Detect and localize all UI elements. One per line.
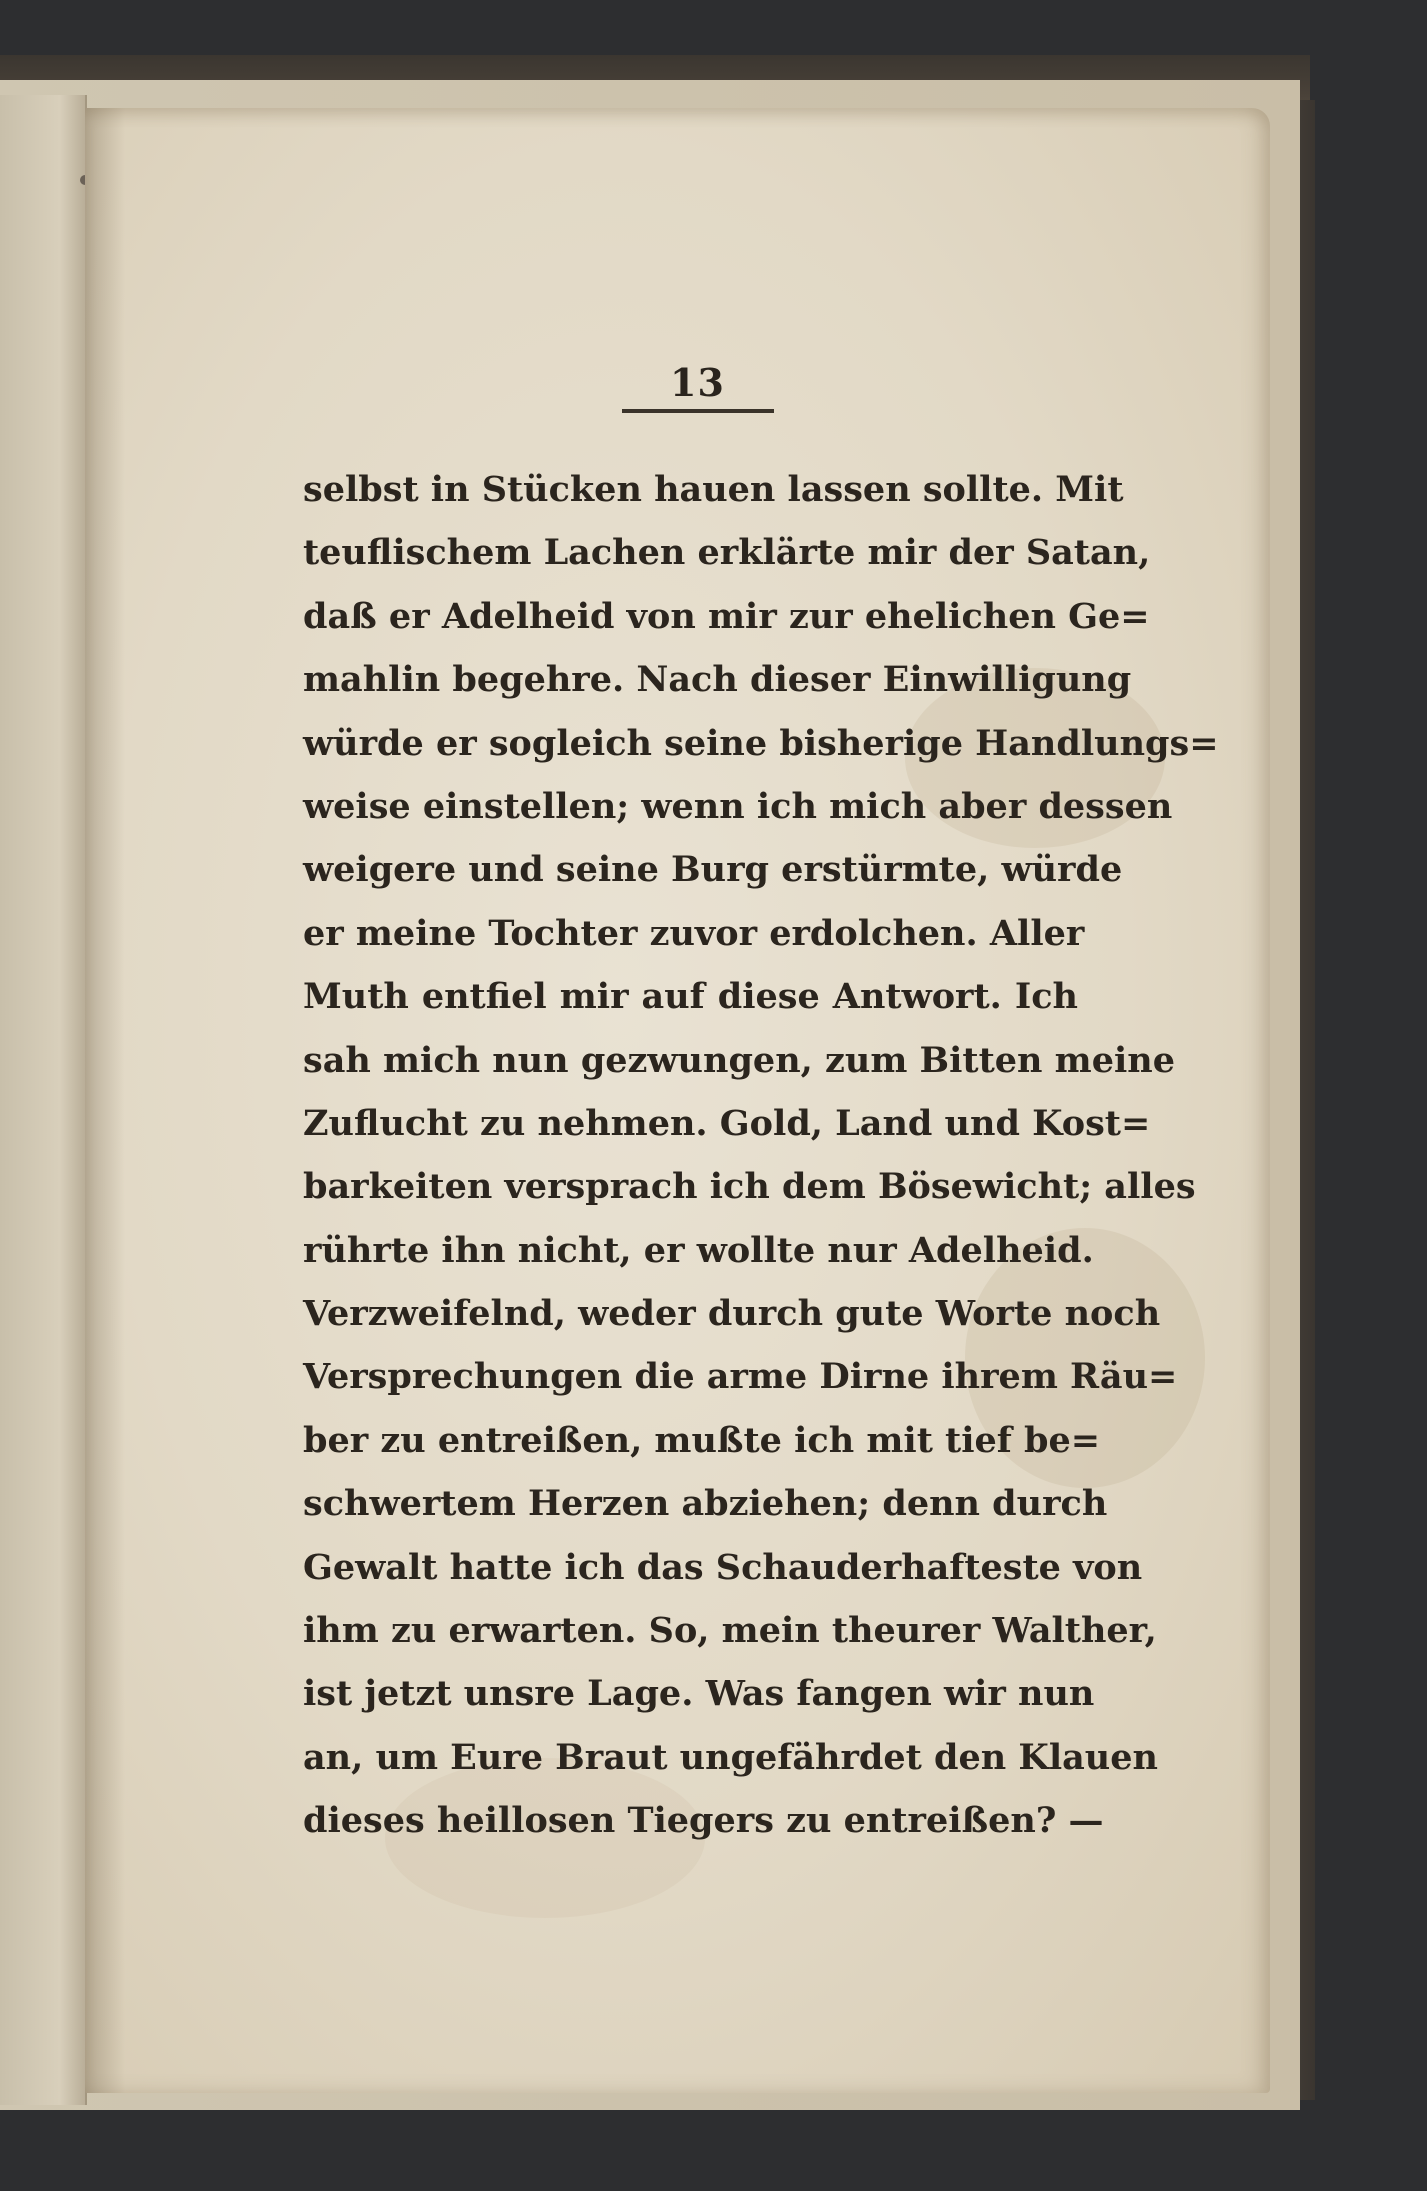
text-line: ber zu entreißen, mußte ich mit tief be= xyxy=(303,1419,1101,1461)
text-line: würde er sogleich seine bisherige Handlungs= xyxy=(303,722,1219,764)
text-line: Zuflucht zu nehmen. Gold, Land und Kost= xyxy=(303,1102,1151,1144)
text-line: ist jetzt unsre Lage. Was fangen wir nun xyxy=(303,1673,1095,1715)
text-line: sah mich nun gezwungen, zum Bitten meine xyxy=(303,1039,1175,1081)
text-line: Muth entfiel mir auf diese Antwort. Ich xyxy=(303,976,1078,1018)
text-line: Gewalt hatte ich das Schauderhafteste von xyxy=(303,1546,1143,1588)
text-line: teuflischem Lachen erklärte mir der Satan, xyxy=(303,532,1151,574)
body-text xyxy=(303,458,1219,1853)
text-line: er meine Tochter zuvor erdolchen. Aller xyxy=(303,912,1085,954)
text-line: rührte ihn nicht, er wollte nur Adelheid. xyxy=(303,1229,1094,1271)
text-line: schwertem Herzen abziehen; denn durch xyxy=(303,1483,1108,1525)
text-line: barkeiten versprach ich dem Bösewicht; alles xyxy=(303,1166,1196,1208)
text-line: weigere und seine Burg erstürmte, würde xyxy=(303,849,1123,891)
text-line: selbst in Stücken hauen lassen sollte. Mit xyxy=(303,469,1124,510)
text-line: an, um Eure Braut ungefährdet den Klauen xyxy=(303,1736,1158,1778)
text-line: Versprechungen die arme Dirne ihrem Räu= xyxy=(303,1356,1178,1398)
page-number-rule xyxy=(622,409,774,413)
text-line: dieses heillosen Tiegers zu entreißen? — xyxy=(303,1800,1104,1842)
text-line: Verzweifelnd, weder durch gute Worte noch xyxy=(303,1293,1161,1335)
gutter-shadow xyxy=(85,108,125,2093)
left-page-edge xyxy=(0,95,87,2105)
text-line: weise einstellen; wenn ich mich aber dessen xyxy=(303,785,1173,827)
text-line: daß er Adelheid von mir zur ehelichen Ge= xyxy=(303,595,1150,637)
page-number: 13 xyxy=(670,360,725,405)
text-line: mahlin begehre. Nach dieser Einwilligung xyxy=(303,659,1132,701)
text-line: ihm zu erwarten. So, mein theurer Walther, xyxy=(303,1610,1157,1652)
